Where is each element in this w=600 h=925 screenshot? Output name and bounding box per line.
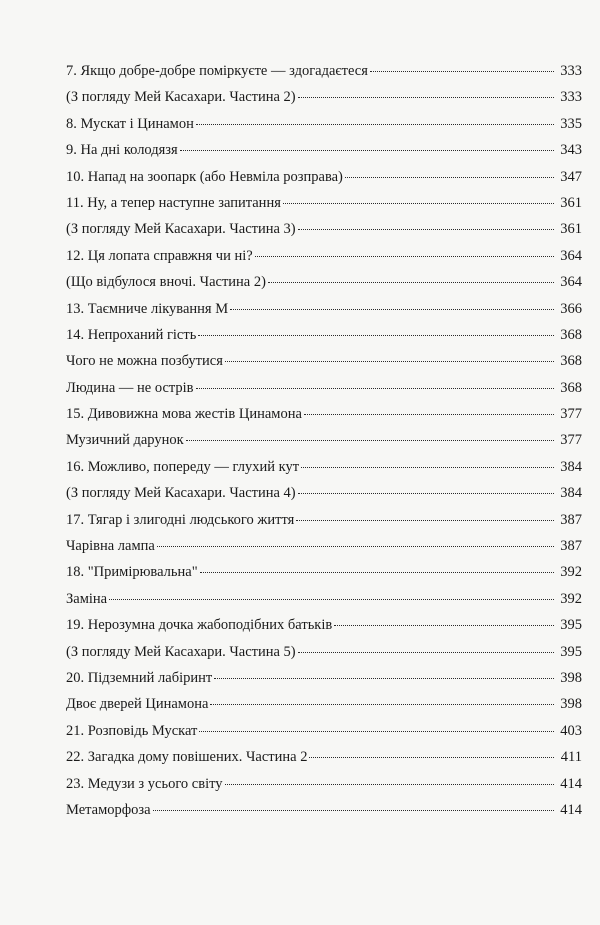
dot-leader xyxy=(210,704,554,705)
toc-entry-title: 17. Тягар і злигодні людського життя xyxy=(66,511,295,528)
toc-entry xyxy=(66,322,582,348)
toc-entry-title: 22. Загадка дому повішених. Частина 2 xyxy=(66,749,308,766)
toc-entry-title: 19. Нерозумна дочка жабоподібних батьків xyxy=(66,617,333,634)
toc-entry xyxy=(66,164,582,190)
toc-entry-title: Двоє дверей Цинамона xyxy=(66,696,209,713)
toc-entry-title: 8. Мускат і Цинамон xyxy=(66,115,194,132)
toc-entry xyxy=(66,533,582,559)
dot-leader xyxy=(109,599,554,600)
toc-entry-page-number: 335 xyxy=(560,115,582,132)
toc-entry-title: 14. Непроханий гість xyxy=(66,326,197,343)
toc-entry-page-number: 395 xyxy=(560,617,582,634)
toc-entry-page-number: 333 xyxy=(560,89,582,106)
dot-leader xyxy=(298,229,554,230)
toc-entry-title: Чарівна лампа xyxy=(66,538,155,555)
toc-entry xyxy=(66,269,582,295)
dot-leader xyxy=(198,335,554,336)
toc-entry-page-number: 377 xyxy=(560,432,582,449)
toc-entry xyxy=(66,243,582,269)
toc-entry-page-number: 347 xyxy=(560,168,582,185)
dot-leader xyxy=(196,388,554,389)
toc-entry-title: (З погляду Мей Касахари. Частина 3) xyxy=(66,221,296,238)
toc-entry-page-number: 361 xyxy=(560,221,582,238)
toc-entry-title: Заміна xyxy=(66,590,108,607)
dot-leader xyxy=(345,177,554,178)
dot-leader xyxy=(298,493,554,494)
toc-entry xyxy=(66,691,582,717)
toc-entry-page-number: 398 xyxy=(560,669,582,686)
toc-entry-title: 9. На дні колодязя xyxy=(66,142,178,159)
dot-leader xyxy=(225,361,554,362)
dot-leader xyxy=(309,757,554,758)
toc-entry-title: 18. "Примірювальна" xyxy=(66,564,198,581)
toc-entry xyxy=(66,111,582,137)
toc-entry-title: (З погляду Мей Касахари. Частина 4) xyxy=(66,485,296,502)
toc-entry-page-number: 414 xyxy=(560,801,582,818)
dot-leader xyxy=(283,203,554,204)
toc-entry-title: Чого не можна позбутися xyxy=(66,353,223,370)
toc-entry xyxy=(66,58,582,84)
toc-entry-page-number: 395 xyxy=(560,643,582,660)
toc-entry xyxy=(66,797,582,823)
toc-entry xyxy=(66,559,582,585)
toc-entry xyxy=(66,480,582,506)
toc-entry-page-number: 384 xyxy=(560,485,582,502)
toc-entry-page-number: 364 xyxy=(560,274,582,291)
toc-entry-page-number: 368 xyxy=(560,326,582,343)
toc-entry-title: 15. Дивовижна мова жестів Цинамона xyxy=(66,406,302,423)
toc-entry-page-number: 368 xyxy=(560,379,582,396)
toc-entry-page-number: 398 xyxy=(560,696,582,713)
dot-leader xyxy=(298,652,554,653)
toc-entry-page-number: 414 xyxy=(560,775,582,792)
dot-leader xyxy=(268,282,554,283)
toc-entry xyxy=(66,744,582,770)
toc-entry xyxy=(66,718,582,744)
toc-entry-page-number: 384 xyxy=(560,458,582,475)
toc-entry-page-number: 333 xyxy=(560,63,582,79)
toc-entry-page-number: 392 xyxy=(560,564,582,581)
dot-leader xyxy=(180,150,554,151)
toc-entry-title: (З погляду Мей Касахари. Частина 2) xyxy=(66,89,296,106)
toc-entry xyxy=(66,216,582,242)
dot-leader xyxy=(157,546,554,547)
toc-entry xyxy=(66,665,582,691)
toc-entry-page-number: 361 xyxy=(560,194,582,211)
toc-entry xyxy=(66,612,582,638)
toc-entry-title: 23. Медузи з усього світу xyxy=(66,775,223,792)
dot-leader xyxy=(304,414,554,415)
toc-entry-page-number: 387 xyxy=(560,538,582,555)
dot-leader xyxy=(370,71,554,72)
dot-leader xyxy=(230,309,554,310)
toc-entry xyxy=(66,771,582,797)
toc-entry-title: 10. Напад на зоопарк (або Невміла розправа) xyxy=(66,168,343,185)
dot-leader xyxy=(296,520,554,521)
toc-entry xyxy=(66,190,582,216)
toc-entry-page-number: 366 xyxy=(560,300,582,317)
toc-entry-page-number: 392 xyxy=(560,590,582,607)
toc-entry xyxy=(66,375,582,401)
toc-entry xyxy=(66,137,582,163)
toc-entry xyxy=(66,348,582,374)
dot-leader xyxy=(334,625,554,626)
toc-entry-page-number: 368 xyxy=(560,353,582,370)
toc-entry-title: 12. Ця лопата справжня чи ні? xyxy=(66,247,253,264)
toc-entry-title: 21. Розповідь Мускат xyxy=(66,722,198,739)
toc-entry-title: Метаморфоза xyxy=(66,801,151,818)
dot-leader xyxy=(199,731,554,732)
dot-leader xyxy=(214,678,554,679)
toc-entry-title: 16. Можливо, попереду — глухий кут xyxy=(66,458,300,475)
toc-entry-title: 7. Якщо добре-добре поміркуєте — здогадаєтеся xyxy=(66,63,368,79)
toc-entry xyxy=(66,84,582,110)
toc-entry xyxy=(66,639,582,665)
toc-entry-title: 13. Таємниче лікування М xyxy=(66,300,229,317)
dot-leader xyxy=(196,124,554,125)
toc-entry xyxy=(66,296,582,322)
toc-entry-page-number: 364 xyxy=(560,247,582,264)
toc-entry-page-number: 377 xyxy=(560,406,582,423)
toc-entry xyxy=(66,507,582,533)
dot-leader xyxy=(301,467,554,468)
toc-entry-page-number: 411 xyxy=(560,749,582,766)
dot-leader xyxy=(225,784,554,785)
dot-leader xyxy=(186,440,554,441)
toc-entry-page-number: 343 xyxy=(560,142,582,159)
toc-entry xyxy=(66,401,582,427)
toc-entry xyxy=(66,454,582,480)
toc-entry-title: Людина — не острів xyxy=(66,379,194,396)
dot-leader xyxy=(298,97,554,98)
toc-entry-title: (З погляду Мей Касахари. Частина 5) xyxy=(66,643,296,660)
dot-leader xyxy=(255,256,554,257)
table-of-contents xyxy=(66,58,582,823)
dot-leader xyxy=(153,810,554,811)
toc-entry-title: Музичний дарунок xyxy=(66,432,184,449)
toc-entry xyxy=(66,586,582,612)
dot-leader xyxy=(200,572,554,573)
toc-entry-page-number: 387 xyxy=(560,511,582,528)
toc-entry-title: 11. Ну, а тепер наступне запитання xyxy=(66,194,281,211)
toc-entry-title: (Що відбулося вночі. Частина 2) xyxy=(66,274,266,291)
toc-entry xyxy=(66,427,582,453)
toc-entry-title: 20. Підземний лабіринт xyxy=(66,669,213,686)
toc-entry-page-number: 403 xyxy=(560,722,582,739)
